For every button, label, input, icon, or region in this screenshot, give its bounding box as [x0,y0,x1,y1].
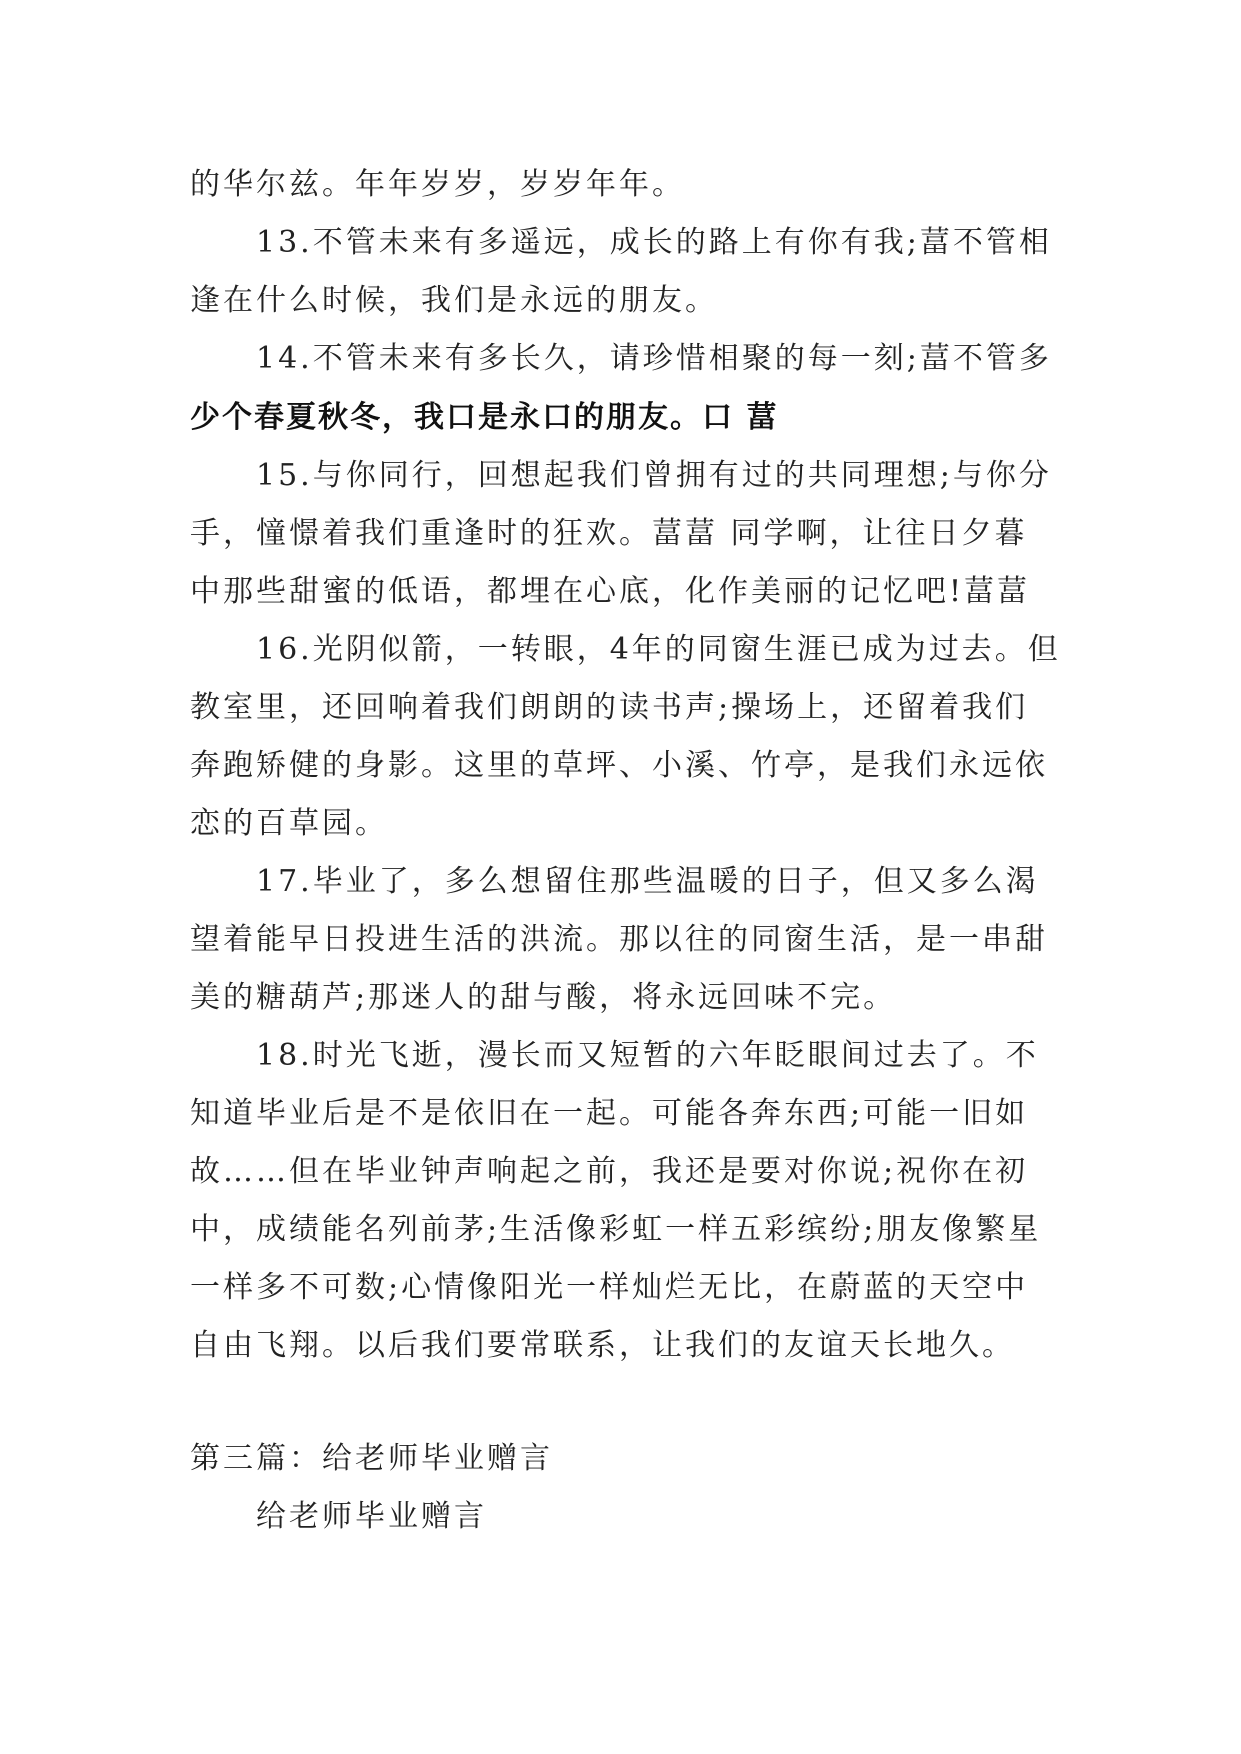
text-line: 奔跑矫健的身影。这里的草坪、小溪、竹亭，是我们永远依 [190,748,1048,783]
text-line: 一样多不可数;心情像阳光一样灿烂无比，在蔚蓝的天空中 [190,1270,1029,1305]
text-line: 15.与你同行，回想起我们曾拥有过的共同理想;与你分 [256,458,1052,493]
section-heading: 第三篇：给老师毕业赠言 [190,1441,553,1476]
text-line: 美的糖葫芦;那迷人的甜与酸，将永远回味不完。 [190,980,897,1015]
text-line: 的华尔兹。年年岁岁，岁岁年年。 [190,167,685,202]
text-line: 中那些甜蜜的低语，都埋在心底，化作美丽的记忆吧!葍葍 [190,574,1031,609]
text-line: 教室里，还回响着我们朗朗的读书声;操场上，还留着我们 [190,690,1029,725]
section-subtitle: 给老师毕业赠言 [256,1499,487,1534]
text-line: 少个春夏秋冬，我口是永口的朋友。口 葍 [190,400,779,435]
text-line: 自由飞翔。以后我们要常联系，让我们的友谊天长地久。 [190,1328,1015,1363]
text-line: 逢在什么时候，我们是永远的朋友。 [190,283,718,318]
text-line: 知道毕业后是不是依旧在一起。可能各奔东西;可能一旧如 [190,1096,1029,1131]
text-line: 望着能早日投进生活的洪流。那以往的同窗生活，是一串甜 [190,922,1048,957]
text-line: 恋的百草园。 [190,806,388,841]
text-line: 16.光阴似箭，一转眼，4年的同窗生涯已成为过去。但 [256,632,1061,667]
text-line: 14.不管未来有多长久，请珍惜相聚的每一刻;葍不管多 [256,341,1052,376]
text-line: 18.时光飞逝，漫长而又短暂的六年眨眼间过去了。不 [256,1038,1039,1073]
text-line: 手，憧憬着我们重逢时的狂欢。葍葍 同学啊，让往日夕暮 [190,516,1028,551]
text-line: 中，成绩能名列前茅;生活像彩虹一样五彩缤纷;朋友像繁星 [190,1212,1042,1247]
text-line: 13.不管未来有多遥远，成长的路上有你有我;葍不管相 [256,225,1052,260]
text-line: 故……但在毕业钟声响起之前，我还是要对你说;祝你在初 [190,1154,1029,1189]
text-line: 17.毕业了，多么想留住那些温暖的日子，但又多么渴 [256,864,1039,899]
